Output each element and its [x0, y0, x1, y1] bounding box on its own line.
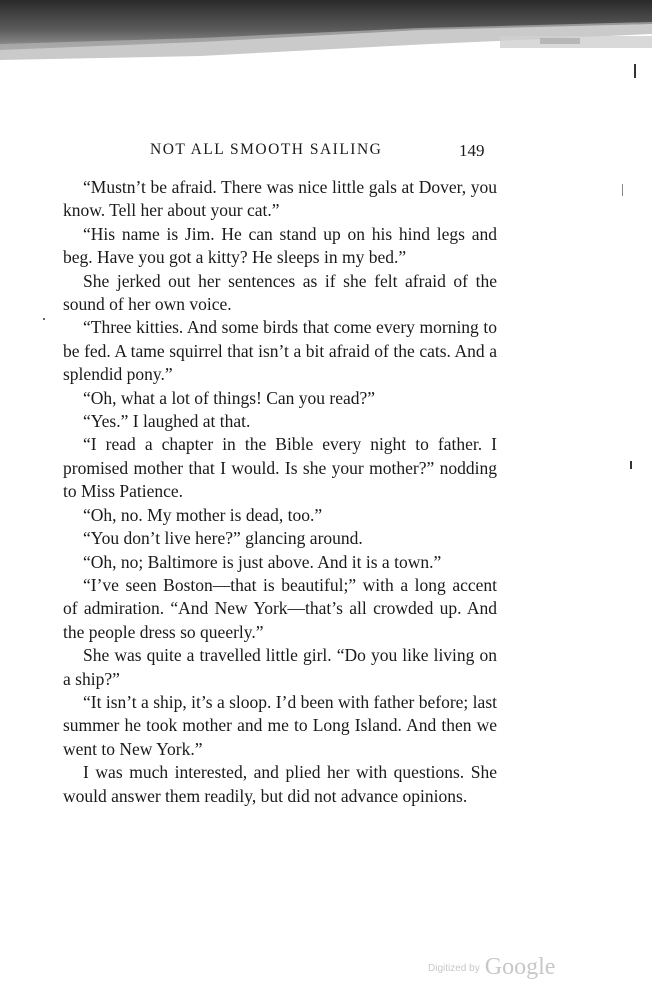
google-logo: Google	[484, 954, 556, 980]
digitized-by-google-watermark	[428, 954, 555, 981]
paragraph: “I’ve seen Boston—that is beautiful;” with a long accent of admiration. “And New York—that’s all crowded up. And the people dress so queerly.”	[63, 574, 497, 642]
paragraph: “Yes.” I laughed at that.	[83, 411, 251, 432]
digitized-by-label: Digitized by	[428, 963, 480, 974]
paragraph: “I read a chapter in the Bible every night to father. I promised mother that I would. Is she your mother?” nodding to Miss Patience.	[63, 434, 497, 502]
paragraph: “Three kitties. And some birds that come every morning to be fed. A tame squirrel that isn’t a bit afraid of the cats. And a splendid pony.”	[63, 317, 497, 385]
page-header	[0, 141, 652, 165]
paragraph: “Oh, no. My mother is dead, too.”	[83, 504, 323, 525]
body-text	[63, 176, 497, 808]
margin-mark	[622, 184, 623, 196]
paragraph: She jerked out her sentences as if she felt afraid of the sound of her own voice.	[63, 270, 497, 315]
paragraph: “Oh, what a lot of things! Can you read?”	[83, 387, 376, 408]
paragraph: I was much interested, and plied her with questions. She would answer them readily, but did not advance opinions.	[63, 762, 497, 806]
margin-mark	[630, 461, 632, 469]
page-number: 149	[459, 141, 485, 160]
paragraph: “You don’t live here?” glancing around.	[83, 528, 363, 549]
margin-mark	[43, 318, 45, 320]
scan-top-edge	[0, 0, 652, 62]
paragraph: “Oh, no; Baltimore is just above. And it is a town.”	[83, 551, 442, 572]
margin-mark	[634, 64, 636, 78]
paragraph: “It isn’t a ship, it’s a sloop. I’d been with father before; last summer he took mother and me to Long Island. And then we went to New York.”	[63, 691, 497, 759]
paragraph: “His name is Jim. He can stand up on his hind legs and beg. Have you got a kitty? He sleeps in my bed.”	[63, 223, 497, 268]
running-title: NOT ALL SMOOTH SAILING	[150, 141, 383, 158]
paragraph: She was quite a travelled little girl. “Do you like living on a ship?”	[63, 645, 497, 689]
paragraph: “Mustn’t be afraid. There was nice little gals at Dover, you know. Tell her about your cat.”	[63, 177, 497, 221]
